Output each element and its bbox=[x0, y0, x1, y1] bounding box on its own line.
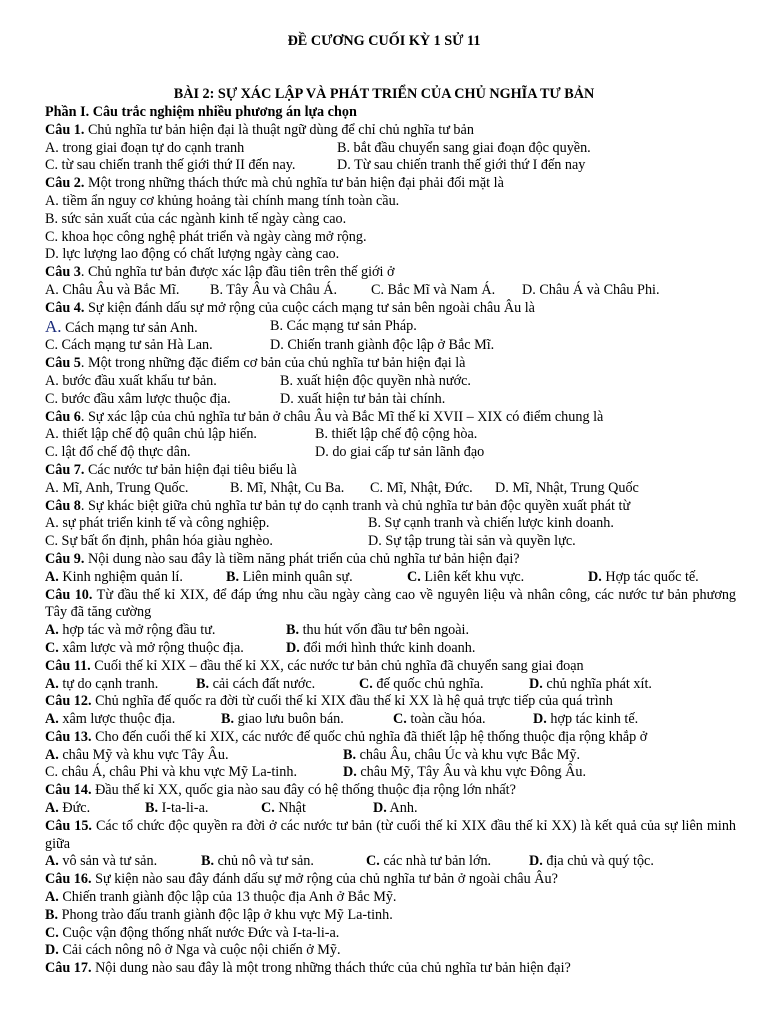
option: D. Chiến tranh giành độc lập ở Bắc Mĩ. bbox=[270, 337, 495, 354]
question-17: Câu 17. Nội dung nào sau đây là một trong những thách thức của chủ nghĩa tư bản hiện đại? bbox=[45, 960, 571, 977]
option: C. từ sau chiến tranh thế giới thứ II đến nay. bbox=[45, 157, 296, 174]
option: C. bước đầu xâm lược thuộc địa. bbox=[45, 390, 231, 407]
question-12: Câu 12. Chủ nghĩa đế quốc ra đời từ cuối thế kỉ XIX đầu thế kỉ XX là hệ quả trực tiếp của quá trình bbox=[45, 693, 613, 710]
q6-options-row-1 bbox=[45, 426, 736, 444]
question-8: Câu 8. Sự khác biệt giữa chủ nghĩa tư bản tự do cạnh tranh và chủ nghĩa tư bản độc quyền xuất phát từ bbox=[45, 497, 631, 514]
document-body bbox=[45, 104, 736, 978]
option: A. Cách mạng tư sản Anh. bbox=[45, 316, 198, 336]
question-16: Câu 16. Sự kiện nào sau đây đánh dấu sự mở rộng của chủ nghĩa tư bản ở ngoài châu Âu? bbox=[45, 871, 558, 888]
option: B. Liên minh quân sự. bbox=[226, 568, 353, 585]
option: B. Phong trào đấu tranh giành độc lập ở khu vực Mỹ La-tinh. bbox=[45, 906, 393, 923]
option: B. giao lưu buôn bán. bbox=[221, 711, 344, 728]
question-3: Câu 3. Chủ nghĩa tư bản được xác lập đầu tiên trên thế giới ở bbox=[45, 264, 395, 281]
lesson-title: BÀI 2: SỰ XÁC LẬP VÀ PHÁT TRIỂN CỦA CHỦ NGHĨA TƯ BẢN bbox=[173, 86, 595, 102]
q6-options-row-2 bbox=[45, 444, 736, 462]
option: D. Từ sau chiến tranh thế giới thứ I đến nay bbox=[337, 157, 586, 174]
option: B. cải cách đất nước. bbox=[196, 675, 316, 692]
q12-options bbox=[45, 711, 736, 729]
question-1: Câu 1. Chủ nghĩa tư bản hiện đại là thuật ngữ dùng để chỉ chủ nghĩa tư bản bbox=[45, 121, 474, 138]
option: C. Mĩ, Nhật, Đức. bbox=[370, 479, 473, 496]
option: D. chủ nghĩa phát xít. bbox=[529, 675, 652, 692]
option: A. thiết lập chế độ quân chủ lập hiến. bbox=[45, 426, 257, 443]
option: D. xuất hiện tư bản tài chính. bbox=[280, 390, 446, 407]
q8-options-row-1 bbox=[45, 515, 736, 533]
option: A. vô sản và tư sản. bbox=[45, 853, 158, 870]
question-7: Câu 7. Các nước tư bản hiện đại tiêu biểu là bbox=[45, 461, 297, 478]
option: D. đổi mới hình thức kinh doanh. bbox=[286, 639, 476, 656]
section-heading: Phần I. Câu trắc nghiệm nhiều phương án lựa chọn bbox=[45, 104, 357, 120]
option: A. bước đầu xuất khẩu tư bản. bbox=[45, 372, 217, 389]
option: A. sự phát triển kinh tế và công nghiệp. bbox=[45, 515, 270, 532]
option: A. châu Mỹ và khu vực Tây Âu. bbox=[45, 746, 229, 763]
option: B. thiết lập chế độ cộng hòa. bbox=[315, 426, 478, 443]
option: A. Chiến tranh giành độc lập của 13 thuộc địa Anh ở Bắc Mỹ. bbox=[45, 889, 397, 906]
option: D. địa chủ và quý tộc. bbox=[529, 853, 654, 870]
q7-options bbox=[45, 480, 736, 498]
q4-options-row-1 bbox=[45, 318, 736, 338]
option: A. Mĩ, Anh, Trung Quốc. bbox=[45, 479, 189, 496]
option: C. Liên kết khu vực. bbox=[407, 568, 525, 585]
option: B. sức sản xuất của các ngành kinh tế ngày càng cao. bbox=[45, 210, 347, 227]
q13-options-row-1 bbox=[45, 747, 736, 765]
option: A. hợp tác và mở rộng đầu tư. bbox=[45, 622, 216, 639]
q8-options-row-2 bbox=[45, 533, 736, 551]
option: D. Sự tập trung tài sản và quyền lực. bbox=[368, 533, 576, 550]
question-11: Câu 11. Cuối thế kỉ XIX – đầu thế kỉ XX, các nước tư bản chủ nghĩa đã chuyển sang giai đoạn bbox=[45, 657, 584, 674]
option: B. I-ta-li-a. bbox=[145, 800, 209, 817]
question-9: Câu 9. Nội dung nào sau đây là tiềm năng phát triển của chủ nghĩa tư bản hiện đại? bbox=[45, 550, 520, 567]
option: D. hợp tác kinh tế. bbox=[533, 711, 639, 728]
q5-options-row-1 bbox=[45, 373, 736, 391]
question-5: Câu 5. Một trong những đặc điểm cơ bản của chủ nghĩa tư bản hiện đại là bbox=[45, 355, 466, 372]
option: A. xâm lược thuộc địa. bbox=[45, 711, 176, 728]
option: B. chủ nô và tư sản. bbox=[201, 853, 314, 870]
option: C. Nhật bbox=[261, 800, 306, 817]
q10-options-row-1 bbox=[45, 622, 736, 640]
option: B. Mĩ, Nhật, Cu Ba. bbox=[230, 479, 345, 496]
option: A. Châu Âu và Bắc Mĩ. bbox=[45, 281, 180, 298]
option: C. châu Á, châu Phi và khu vực Mỹ La-tinh. bbox=[45, 764, 297, 781]
q1-options-row-2 bbox=[45, 157, 736, 175]
option: A. tự do cạnh tranh. bbox=[45, 675, 159, 692]
option: D. do giai cấp tư sản lãnh đạo bbox=[315, 444, 485, 461]
question-10: Câu 10. Từ đầu thế kỉ XIX, để đáp ứng nhu cầu ngày càng cao về nguyên liệu và nhân công, các nước tư bản phương Tây đã tăng cường bbox=[45, 586, 737, 621]
q14-options bbox=[45, 800, 736, 818]
question-6: Câu 6. Sự xác lập của chủ nghĩa tư bản ở châu Âu và Bắc Mĩ thế kỉ XVII – XIX có điểm chung là bbox=[45, 408, 604, 425]
option: C. Cách mạng tư sản Hà Lan. bbox=[45, 337, 213, 354]
option: D. Châu Á và Châu Phi. bbox=[522, 281, 660, 298]
option: C. lật đổ chế độ thực dân. bbox=[45, 444, 191, 461]
option: A. trong giai đoạn tự do cạnh tranh bbox=[45, 139, 245, 156]
question-4: Câu 4. Sự kiện đánh dấu sự mở rộng của cuộc cách mạng tư sản bên ngoài châu Âu là bbox=[45, 299, 535, 316]
option: B. Tây Âu và Châu Á. bbox=[210, 281, 338, 298]
option: D. Hợp tác quốc tế. bbox=[588, 568, 699, 585]
option: C. xâm lược và mở rộng thuộc địa. bbox=[45, 639, 244, 656]
q11-options bbox=[45, 676, 736, 694]
option: D. châu Mỹ, Tây Âu và khu vực Đông Âu. bbox=[343, 764, 587, 781]
q10-options-row-2 bbox=[45, 640, 736, 658]
option: B. thu hút vốn đầu tư bên ngoài. bbox=[286, 622, 470, 639]
option: C. khoa học công nghệ phát triển và ngày càng mở rộng. bbox=[45, 228, 367, 245]
option: D. Cải cách nông nô ở Nga và cuộc nội chiến ở Mỹ. bbox=[45, 942, 341, 959]
question-15: Câu 15. Các tổ chức độc quyền ra đời ở các nước tư bản (từ cuối thế kỉ XIX đầu thế kỉ XX) là kết quả của sự liên minh giữa bbox=[45, 817, 737, 852]
option: B. xuất hiện độc quyền nhà nước. bbox=[280, 372, 471, 389]
option: B. Sự cạnh tranh và chiến lược kinh doanh. bbox=[368, 515, 614, 532]
option: C. Bắc Mĩ và Nam Á. bbox=[371, 281, 496, 298]
option: C. đế quốc chủ nghĩa. bbox=[359, 675, 484, 692]
option: D. Mĩ, Nhật, Trung Quốc bbox=[495, 479, 639, 496]
document-title: ĐỀ CƯƠNG CUỐI KỲ 1 SỬ 11 bbox=[287, 33, 481, 49]
q5-options-row-2 bbox=[45, 391, 736, 409]
option: D. Anh. bbox=[373, 800, 418, 817]
q1-options-row-1 bbox=[45, 140, 736, 158]
option: B. châu Âu, châu Úc và khu vực Bắc Mỹ. bbox=[343, 746, 580, 763]
option: C. Sự bất ổn định, phân hóa giàu nghèo. bbox=[45, 533, 273, 550]
q4-options-row-2 bbox=[45, 337, 736, 355]
option: B. bắt đầu chuyển sang giai đoạn độc quyền. bbox=[337, 139, 591, 156]
question-2: Câu 2. Một trong những thách thức mà chủ nghĩa tư bản hiện đại phải đối mặt là bbox=[45, 175, 504, 192]
q13-options-row-2 bbox=[45, 764, 736, 782]
question-13: Câu 13. Cho đến cuối thế kỉ XIX, các nước đế quốc chủ nghĩa đã thiết lập hệ thống thuộc địa rộng khắp ở bbox=[45, 728, 648, 745]
option: A. Đức. bbox=[45, 800, 91, 817]
option: A. tiềm ẩn nguy cơ khủng hoảng tài chính mang tính toàn cầu. bbox=[45, 192, 400, 209]
option: C. toàn cầu hóa. bbox=[393, 711, 486, 728]
option: D. lực lượng lao động có chất lượng ngày càng cao. bbox=[45, 246, 340, 263]
q3-options bbox=[45, 282, 736, 300]
option: C. Cuộc vận động thống nhất nước Đức và I-ta-li-a. bbox=[45, 924, 340, 941]
question-14: Câu 14. Đầu thế kỉ XX, quốc gia nào sau đây có hệ thống thuộc địa rộng lớn nhất? bbox=[45, 782, 516, 799]
option: C. các nhà tư bản lớn. bbox=[366, 853, 492, 870]
option: A. Kinh nghiệm quản lí. bbox=[45, 568, 183, 585]
q9-options bbox=[45, 569, 736, 587]
q15-options bbox=[45, 853, 736, 871]
option: B. Các mạng tư sản Pháp. bbox=[270, 317, 417, 334]
